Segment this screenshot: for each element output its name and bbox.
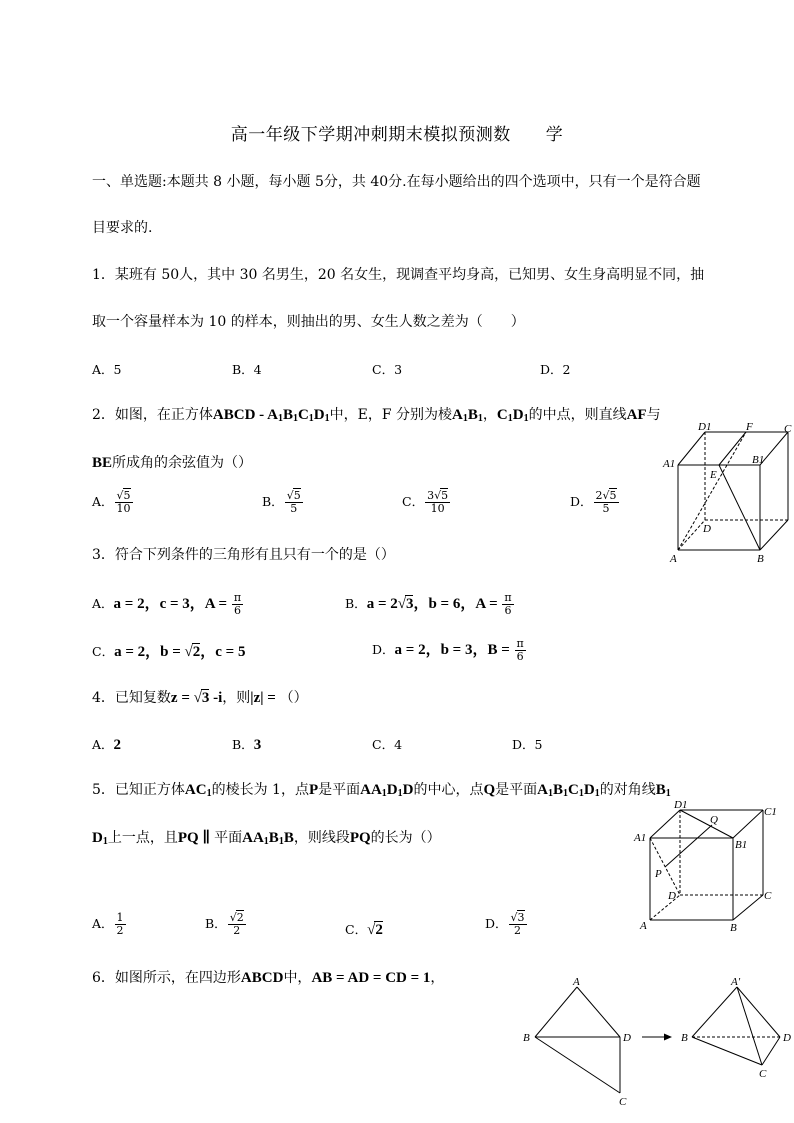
q5-option-d: D． $\frac{√3}{2}$ xyxy=(485,911,525,937)
q1-option-c: C．3 xyxy=(372,362,403,377)
q6-fig-label-a: A xyxy=(573,976,580,988)
q2-option-a: A． $\frac{√5}{10}$ xyxy=(92,489,131,515)
q6-fig-label-b2: B xyxy=(681,1032,688,1044)
q2-fig-label-d1: D1 xyxy=(698,421,712,433)
q5-fig-label-a1: A1 xyxy=(634,832,647,844)
q2-fig-label-e: E xyxy=(710,469,717,481)
q3-option-a: A．a = 2，c = 3，A = $\frac{\pi}{6}$ xyxy=(92,591,242,617)
q5-stem-line2: $D_1$上一点，且PQ ∥ 平面$AA_1B_1B$，则线段PQ的长为（） xyxy=(92,830,441,847)
q3-stem: 3．符合下列条件的三角形有且只有一个的是（） xyxy=(92,547,395,563)
q2-edges: $A_1B_1$ xyxy=(452,407,483,424)
page-title: 高一年级下学期冲刺期末模拟预测数 学 xyxy=(230,125,564,145)
q2-fig-label-d: D xyxy=(703,523,711,535)
q6-fig-label-d: D xyxy=(623,1032,631,1044)
q2-option-d: D． $\frac{2√5}{5}$ xyxy=(570,489,617,515)
q5-option-a: A． $\frac{1}{2}$ xyxy=(92,911,124,937)
q1-option-a: A．5 xyxy=(92,362,122,377)
q5-fig-label-b: B xyxy=(730,922,737,934)
q5-fig-label-c: C xyxy=(764,890,772,902)
q6-quadrilateral-figure xyxy=(515,975,794,1110)
q6-fig-label-b: B xyxy=(523,1032,530,1044)
q3-option-c: C．a = 2，b = √2，c = 5 xyxy=(92,644,246,660)
q2-af: AF xyxy=(626,407,647,423)
q5-fig-label-c1: C1 xyxy=(764,806,777,818)
q2-fig-label-c: C xyxy=(784,423,792,435)
q2-option-c: C． $\frac{3√5}{10}$ xyxy=(402,489,449,515)
q1-stem-line1: 1．某班有 50人，其中 30 名男生，20 名女生，现调查平均身高，已知男、女生身高明显不同，抽 xyxy=(92,267,705,283)
q6-fig-label-d2: D xyxy=(783,1032,791,1044)
q3-option-d: D．a = 2，b = 3，B = $\frac{\pi}{6}$ xyxy=(372,637,524,663)
q2-cube-figure xyxy=(660,420,794,570)
q5-cube-figure xyxy=(630,795,780,940)
q1-option-d: D．2 xyxy=(540,362,571,377)
q2-fig-label-a1: A1 xyxy=(663,458,676,470)
q5-fig-label-d: D xyxy=(668,890,676,902)
q2-fig-label-f: F xyxy=(746,421,753,433)
q2-fig-label-b: B xyxy=(757,553,764,565)
q3-option-b: B．a = 2√3，b = 6，A = $\frac{\pi}{6}$ xyxy=(345,591,512,617)
q5-fig-label-p: P xyxy=(655,868,662,880)
section-header-line2: 目要求的. xyxy=(92,220,153,236)
q6-stem: 6．如图所示，在四边形ABCD中，AB = AD = CD = 1， xyxy=(92,970,445,986)
q6-fig-label-a-prime: A′ xyxy=(731,976,741,988)
q4-option-d: D．5 xyxy=(512,737,543,752)
section-header-line1: 一、单选题:本题共 8 小题，每小题 5分，共 40分.在每小题给出的四个选项中，只有一个是符合题 xyxy=(92,174,701,190)
q4-stem: 4．已知复数z = √3 -i，则|z| = （） xyxy=(92,690,308,706)
q4-option-a: A．2 xyxy=(92,737,122,753)
q2-mid: 中，E，F 分别为棱 xyxy=(329,407,453,423)
q2-prefix: 2．如图，在正方体 xyxy=(92,407,213,423)
q2-fig-label-a: A xyxy=(670,553,677,565)
q5-stem-line1: 5．已知正方体$AC_1$的棱长为 1，点P是平面$AA_1D_1D$的中心，点Q是平面$A_1B_1C_1D_1$的对角线$B_1$ xyxy=(92,782,671,799)
q5-fig-label-a: A xyxy=(640,920,647,932)
q5-fig-label-q: Q xyxy=(710,814,718,826)
arrow-icon xyxy=(664,1034,672,1041)
q6-fig-label-c2: C xyxy=(759,1068,767,1080)
q4-option-c: C．4 xyxy=(372,737,403,752)
q5-option-b: B． $\frac{√2}{2}$ xyxy=(205,911,244,937)
q2-cube-name: ABCD - $A_1B_1C_1D_1$ xyxy=(212,407,330,424)
q6-fig-label-c: C xyxy=(619,1096,627,1108)
q5-fig-label-d1: D1 xyxy=(674,799,688,811)
q2-end: 的中点，则直线 xyxy=(528,407,627,423)
q5-fig-label-b1: B1 xyxy=(735,839,748,851)
q2-stem-line1: 2．如图，在正方体ABCD - $A_1B_1C_1D_1$中，E，F 分别为棱$A_1B_1$，$C_1D_1$的中点，则直线AF与 xyxy=(92,407,661,424)
q1-stem-line2: 取一个容量样本为 10 的样本，则抽出的男、女生人数之差为（ ） xyxy=(92,314,525,330)
q4-option-b: B．3 xyxy=(232,737,262,753)
q2-fig-label-b1: B1 xyxy=(752,454,765,466)
q1-option-b: B．4 xyxy=(232,362,262,377)
q2-option-b: B． $\frac{√5}{5}$ xyxy=(262,489,301,515)
q5-option-c: C．√2 xyxy=(345,922,383,938)
q2-stem-line2: BE所成角的余弦值为（） xyxy=(92,455,253,471)
